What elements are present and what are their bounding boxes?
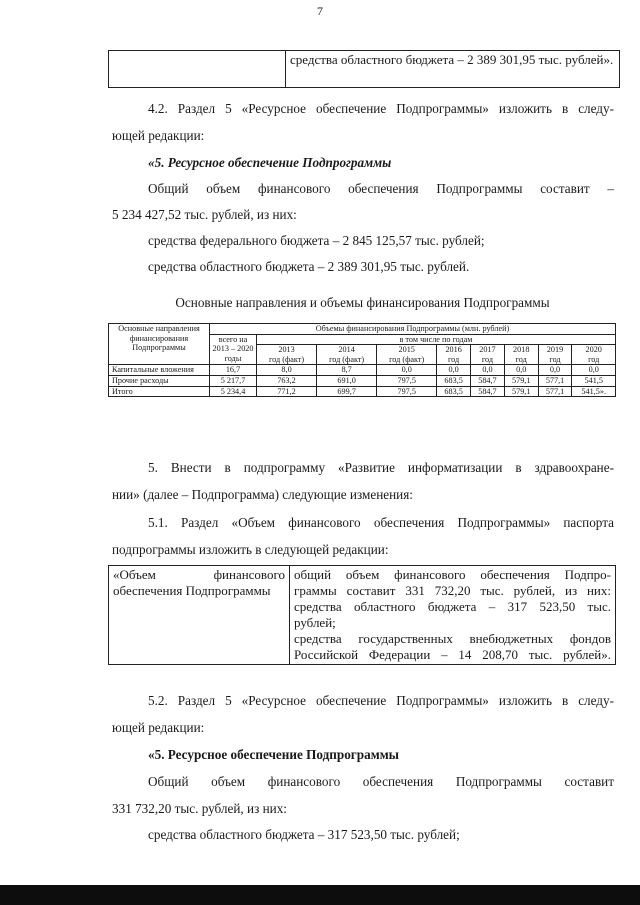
- financing-table: [108, 323, 616, 397]
- fin-row-name: Прочие расходы: [109, 375, 210, 386]
- financing-table-title: Основные направления и объемы финансирования Подпрограммы: [175, 295, 550, 310]
- fin-year-head: 2013 год (факт): [257, 345, 317, 365]
- fin-cell: 0,0: [572, 365, 616, 376]
- scan-edge-bar: [0, 885, 640, 905]
- fin-volumes-head: Объемы финансирования Подпрограммы (млн. рублей): [210, 324, 616, 335]
- table-row: [109, 375, 616, 386]
- paragraph-total-a-line1: Общий объем финансового обеспечения Подпрограммы составит –: [148, 181, 614, 196]
- fin-cell: 771,2: [257, 386, 317, 397]
- passport-table: [108, 565, 616, 665]
- fin-cell: 8,0: [257, 365, 317, 376]
- fin-row-name: Итого: [109, 386, 210, 397]
- fin-cell: 683,5: [437, 375, 471, 386]
- fin-cell: 0,0: [437, 365, 471, 376]
- fin-cell: 763,2: [257, 375, 317, 386]
- fin-cell: 577,1: [538, 375, 572, 386]
- fin-cell: 16,7: [210, 365, 257, 376]
- paragraph-total-a-line2: 5 234 427,52 тыс. рублей, из них:: [112, 207, 297, 222]
- passport-line: рублей;: [294, 615, 336, 630]
- paragraph-total-b-line2: 331 732,20 тыс. рублей, из них:: [112, 801, 287, 816]
- passport-line: граммы составит 331 732,20 тыс. рублей, из них:: [294, 583, 611, 598]
- fin-cell: 579,1: [504, 386, 538, 397]
- fin-cell: 5 234,4: [210, 386, 257, 397]
- fin-cell: 699,7: [317, 386, 377, 397]
- page-number: 7: [317, 4, 323, 18]
- fin-cell: 584,7: [471, 386, 505, 397]
- fin-year-head: 2018 год: [504, 345, 538, 365]
- fin-year-head: 2019 год: [538, 345, 572, 365]
- fin-cell: 0,0: [504, 365, 538, 376]
- passport-left-cell: «Объем финансового обеспечения Подпрограммы: [109, 566, 290, 665]
- fin-year-head: 2014 год (факт): [317, 345, 377, 365]
- paragraph-4-2-line1: 4.2. Раздел 5 «Ресурсное обеспечение Подпрограммы» изложить в следу-: [148, 101, 614, 116]
- fin-cell: 691,0: [317, 375, 377, 386]
- paragraph-total-b-line1: Общий объем финансового обеспечения Подпрограммы составит: [148, 774, 614, 789]
- fin-cell: 0,0: [538, 365, 572, 376]
- section-heading-a: «5. Ресурсное обеспечение Подпрограммы: [148, 155, 392, 170]
- fin-year-head: 2015 год (факт): [377, 345, 437, 365]
- fin-year-head: 2017 год: [471, 345, 505, 365]
- fin-cell: 683,5: [437, 386, 471, 397]
- passport-line: Российской Федерации – 14 208,70 тыс. рублей».: [294, 647, 611, 662]
- fin-cell: 0,0: [377, 365, 437, 376]
- fin-cell: 5 217,7: [210, 375, 257, 386]
- paragraph-regional-budget-a: средства областного бюджета – 2 389 301,95 тыс. рублей.: [148, 259, 470, 274]
- section-heading-b: «5. Ресурсное обеспечение Подпрограммы: [148, 747, 399, 762]
- fin-year-head: 2016 год: [437, 345, 471, 365]
- top-table-left-cell: [109, 51, 286, 88]
- top-table: [108, 50, 620, 88]
- fin-col-head: Основные направления финансирования Подпрограммы: [109, 324, 210, 365]
- fin-cell: 541,5: [572, 375, 616, 386]
- fin-cell: 577,1: [538, 386, 572, 397]
- fin-cell: 0,0: [471, 365, 505, 376]
- top-table-right-cell: средства областного бюджета – 2 389 301,95 тыс. рублей».: [286, 51, 620, 88]
- fin-cell: 8,7: [317, 365, 377, 376]
- paragraph-5-line2: нии» (далее – Подпрограмма) следующие изменения:: [112, 487, 413, 502]
- paragraph-federal-budget: средства федерального бюджета – 2 845 125,57 тыс. рублей;: [148, 233, 485, 248]
- passport-line: средства областного бюджета – 317 523,50 тыс.: [294, 599, 611, 614]
- paragraph-5-line1: 5. Внести в подпрограмму «Развитие информатизации в здравоохране-: [148, 460, 614, 475]
- fin-cell: 797,5: [377, 386, 437, 397]
- fin-total-head: всего на 2013 – 2020 годы: [210, 334, 257, 365]
- fin-cell: 541,5».: [572, 386, 616, 397]
- fin-cell: 797,5: [377, 375, 437, 386]
- fin-row-name: Капитальные вложения: [109, 365, 210, 376]
- fin-year-head: 2020 год: [572, 345, 616, 365]
- passport-line: общий объем финансового обеспечения Подпро-: [294, 567, 611, 582]
- paragraph-5-1-line2: подпрограммы изложить в следующей редакции:: [112, 542, 389, 557]
- paragraph-5-2-line2: ющей редакции:: [112, 720, 205, 735]
- fin-cell: 584,7: [471, 375, 505, 386]
- paragraph-4-2-line2: ющей редакции:: [112, 128, 205, 143]
- paragraph-5-2-line1: 5.2. Раздел 5 «Ресурсное обеспечение Подпрограммы» изложить в следу-: [148, 693, 614, 708]
- fin-by-years-head: в том числе по годам: [257, 334, 616, 345]
- passport-line: средства государственных внебюджетных фондов: [294, 631, 611, 646]
- table-row: [109, 365, 616, 376]
- fin-cell: 579,1: [504, 375, 538, 386]
- paragraph-regional-budget-b: средства областного бюджета – 317 523,50 тыс. рублей;: [148, 827, 460, 842]
- table-row: [109, 386, 616, 397]
- passport-right-cell: [290, 566, 616, 665]
- paragraph-5-1-line1: 5.1. Раздел «Объем финансового обеспечения Подпрограммы» паспорта: [148, 515, 614, 530]
